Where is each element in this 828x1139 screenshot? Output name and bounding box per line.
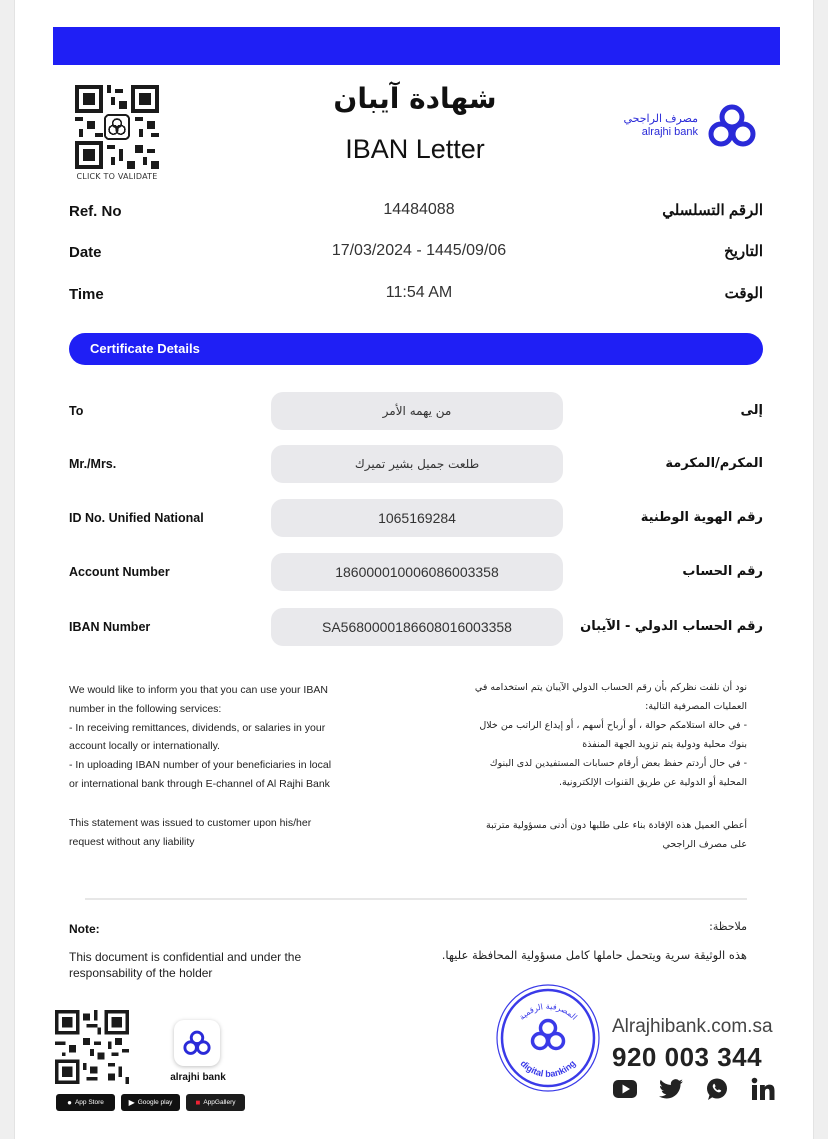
digital-banking-seal [493,976,603,1096]
detail-row-account [69,553,763,593]
detail-label: IBAN Number [69,620,151,634]
note-title: Note: [69,922,100,936]
app-store-badge[interactable] [56,1094,115,1111]
text-line: or international bank through E-channel of Al Rajhi Bank [69,777,330,790]
text-line: account locally or internationally. [69,740,220,753]
youtube-icon[interactable] [612,1076,638,1102]
phone-number[interactable]: 920 003 344 [612,1042,763,1072]
ref-label-arabic: الرقم التسلسلي [662,202,763,219]
detail-label: Account Number [69,565,170,579]
detail-value-field: طلعت جميل بشير تميرك [271,445,563,483]
text-line: - في حال أردتم حفظ بعض أرقام حسابات المستفيدين لدى البنوك [489,758,747,769]
statement-text-arabic [437,816,747,854]
time-label: Time [69,286,104,303]
text-line: بنوك محلية ودولية يتم تزويد الجهة المنفذة [582,739,747,750]
detail-value-field: SA5680000186608016003358 [271,608,563,646]
date-row [69,242,763,266]
text-line: نود أن نلفت نظركم بأن رقم الحساب الدولي الآيبان يتم استخدامه في [474,682,747,693]
alrajhi-logo-icon [706,102,758,150]
play-icon: ▶ [128,1098,135,1107]
detail-row-iban [69,608,763,648]
text-line: على مصرف الراجحي [662,839,747,850]
apple-icon: ● [67,1098,72,1107]
detail-label-arabic: رقم الهوية الوطنية [640,510,763,525]
detail-label: Mr./Mrs. [69,457,117,471]
app-download-qr-code[interactable] [55,1010,129,1084]
detail-row-to [69,392,763,432]
store-label: Google play [137,1099,173,1106]
app-gallery-badge[interactable] [186,1094,245,1111]
time-row [69,284,763,308]
detail-label: To [69,404,84,418]
certificate-details-header: Certificate Details [69,333,763,365]
twitter-icon[interactable] [658,1076,684,1102]
services-text-english [69,681,369,794]
time-value: 11:54 AM [385,284,453,301]
note-arabic [427,920,747,965]
linkedin-icon[interactable] [750,1076,776,1102]
top-accent-bar [53,27,780,65]
text-line: We would like to inform you that you can use your IBAN [69,684,328,696]
qr-caption: CLICK TO VALIDATE [76,172,158,181]
text-line: أعطي العميل هذه الإفادة بناء على طلبها دون أدنى مسؤولية مترتبة [486,820,747,831]
social-links [612,1076,776,1102]
app-icon-tile[interactable] [174,1020,220,1066]
iban-letter-page [14,0,814,1139]
detail-label-arabic: رقم الحساب [682,564,763,579]
brand-name-english: alrajhi bank [641,126,698,138]
detail-value-field: من يهمه الأمر [271,392,563,430]
date-value: 17/03/2024 - 1445/09/06 [331,242,507,259]
detail-row-name [69,445,763,485]
seal-text-top: المصرفية الرقمية [517,1001,579,1022]
ref-row [69,201,763,225]
store-label: App Store [74,1099,104,1106]
alrajhi-app-icon [182,1029,212,1057]
date-label: Date [69,244,102,261]
text-line: - In uploading IBAN number of your beneficiaries in local [69,759,332,772]
services-text-arabic [437,678,747,792]
text-line: request without any liability [69,835,195,848]
app-name: alrajhi bank [170,1072,226,1083]
text-line: This statement was issued to customer upon his/her [69,817,312,829]
ref-value: 14484088 [383,201,455,218]
text-line: - In receiving remittances, dividends, or salaries in your [69,721,326,734]
section-divider [85,898,747,900]
detail-value-field: 1065169284 [271,499,563,537]
text-line: المحلية أو الدولية عن طريق القنوات الإلكترونية. [558,777,747,788]
store-badges [56,1094,245,1111]
brand-name-arabic: مصرف الراجحي [623,113,698,125]
detail-label-arabic: رقم الحساب الدولي - الآيبان [580,619,763,634]
text-line: number in the following services: [69,702,222,715]
note-body: This document is confidential and under the responsability of the holder [69,950,302,980]
website-link[interactable]: Alrajhibank.com.sa [612,1016,773,1037]
huawei-icon: ■ [195,1098,201,1107]
text-line: - في حالة استلامكم حوالة ، أو أرباح أسهم ، أو إيداع الراتب من خلال [479,720,747,731]
store-label: AppGallery [203,1099,236,1106]
detail-label-arabic: إلى [740,403,763,418]
note-body-arabic: هذه الوثيقة سرية ويتحمل حاملها كامل مسؤولية المحافظة عليها. [441,948,747,962]
title-english: IBAN Letter [345,134,485,164]
detail-label: ID No. Unified National [69,511,204,525]
note-english [69,922,359,981]
ref-label: Ref. No [69,203,122,220]
detail-row-id [69,499,763,539]
whatsapp-icon[interactable] [704,1076,730,1102]
detail-value-field: 186000010006086003358 [271,553,563,591]
bank-brand [623,102,758,150]
title-arabic: شهادة آيبان [333,82,497,115]
text-line: العمليات المصرفية التالية: [645,701,747,712]
statement-text-english [69,814,369,852]
detail-label-arabic: المكرم/المكرمة [665,456,763,471]
validation-qr-code[interactable] [75,85,159,169]
seal-text-bottom: digital banking [518,1058,578,1079]
time-label-arabic: الوقت [724,285,763,302]
google-play-badge[interactable] [121,1094,180,1111]
date-label-arabic: التاريخ [724,243,763,260]
note-title-arabic: ملاحظة: [709,920,747,933]
